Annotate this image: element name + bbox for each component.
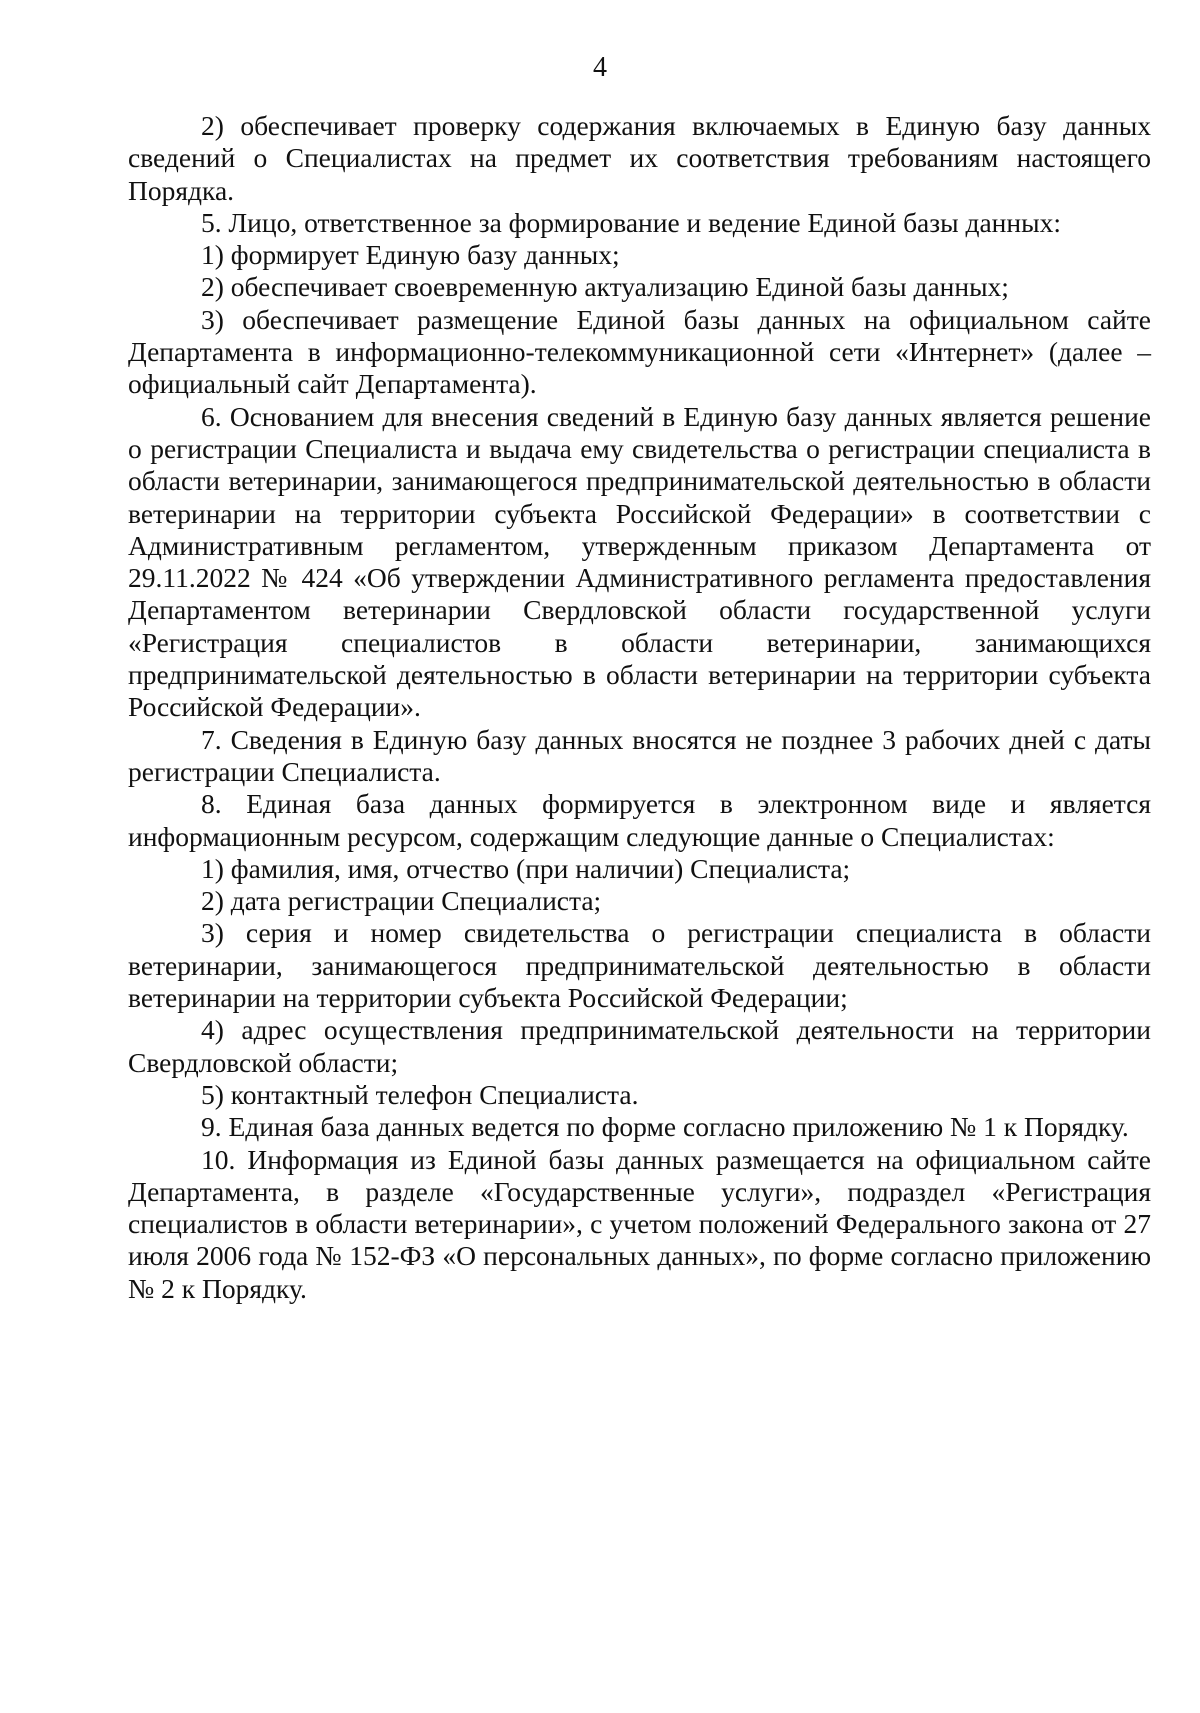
- paragraph-section-7: 7. Сведения в Единую базу данных вносятся не позднее 3 рабочих дней с даты регистрации Специалиста.: [128, 723, 1151, 787]
- paragraph-item-8-5: 5) контактный телефон Специалиста.: [201, 1078, 639, 1110]
- paragraph-item-8-4: 4) адрес осуществления предпринимательской деятельности на территории Свердловской области;: [128, 1014, 1151, 1078]
- paragraph-section-9: 9. Единая база данных ведется по форме согласно приложению № 1 к Порядку.: [201, 1111, 1129, 1143]
- paragraph-item-5-1: 1) формирует Единую базу данных;: [201, 239, 620, 271]
- page-number: 4: [593, 52, 607, 83]
- paragraph-section-10: 10. Информация из Единой базы данных размещается на официальном сайте Департамента, в разделе «Государственные услуги», подраздел «Регистрация специалистов в области ветеринарии», с учетом положений Федерального закона от 27 июля 2006 года № 152-ФЗ «О персональных данных», по форме согласно приложению № 2 к Порядку.: [128, 1143, 1151, 1304]
- paragraph-section-8: 8. Единая база данных формируется в электронном виде и является информационным ресурсом, содержащим следующие данные о Специалистах:: [128, 788, 1151, 852]
- paragraph-item-4-2: 2) обеспечивает проверку содержания включаемых в Единую базу данных сведений о Специалистах на предмет их соответствия требованиям настоящего Порядка.: [128, 110, 1151, 206]
- paragraph-item-8-1: 1) фамилия, имя, отчество (при наличии) Специалиста;: [201, 852, 851, 884]
- paragraph-section-5: 5. Лицо, ответственное за формирование и ведение Единой базы данных:: [201, 206, 1061, 238]
- paragraph-item-8-2: 2) дата регистрации Специалиста;: [201, 885, 602, 917]
- document-body: [128, 110, 1151, 1305]
- paragraph-item-5-2: 2) обеспечивает своевременную актуализацию Единой базы данных;: [201, 271, 1009, 303]
- paragraph-item-5-3: 3) обеспечивает размещение Единой базы данных на официальном сайте Департамента в информационно-телекоммуникационной сети «Интернет» (далее – официальный сайт Департамента).: [128, 303, 1151, 400]
- paragraph-item-8-3: 3) серия и номер свидетельства о регистрации специалиста в области ветеринарии, занимающегося предпринимательской деятельностью в области ветеринарии на территории субъекта Российской Федерации;: [128, 917, 1151, 1014]
- paragraph-section-6: 6. Основанием для внесения сведений в Единую базу данных является решение о регистрации Специалиста и выдача ему свидетельства о регистрации специалиста в области ветеринарии, занимающегося предпринимательской деятельностью в области ветеринарии на территории субъекта Российской Федерации» в соответствии с Административным регламентом, утвержденным приказом Департамента от 29.11.2022 № 424 «Об утверждении Административного регламента предоставления Департаментом ветеринарии Свердловской области государственной услуги «Регистрация специалистов в области ветеринарии, занимающихся предпринимательской деятельностью в области ветеринарии на территории субъекта Российской Федерации».: [128, 400, 1151, 723]
